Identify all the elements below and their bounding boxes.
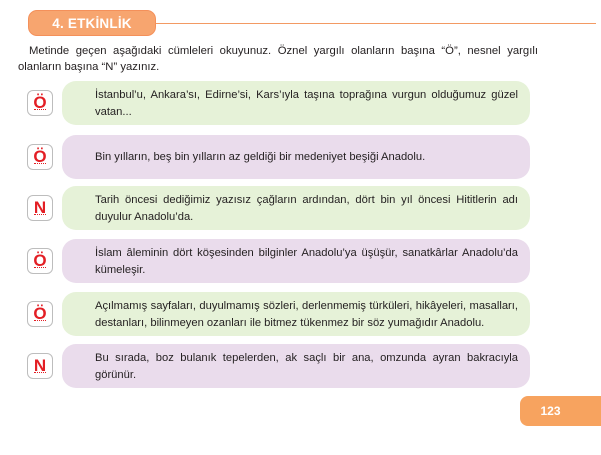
answer-letter: N: [33, 355, 47, 375]
activity-title: 4. ETKİNLİK: [52, 15, 132, 31]
answer-dotted-line: [34, 109, 46, 110]
sentence-item-5: [27, 292, 530, 336]
answer-box[interactable]: [27, 144, 53, 170]
sentence-item-1: [27, 81, 530, 125]
activity-header: [28, 10, 596, 38]
answer-box[interactable]: [27, 248, 53, 274]
sentence-text: Bin yılların, beş bin yılların az geldiği bir medeniyet beşiği Anadolu.: [95, 151, 426, 163]
activity-title-pill: [28, 10, 156, 36]
header-rule: [148, 23, 596, 24]
answer-box[interactable]: [27, 90, 53, 116]
answer-letter: Ö: [33, 92, 47, 112]
answer-letter: Ö: [33, 146, 47, 166]
answer-box[interactable]: [27, 195, 53, 221]
sentence-text: İslam âleminin dört köşesinden bilginler Anadolu’ya üşüşür, sanatkârlar Anadolu’da kümeleşir.: [95, 246, 518, 276]
sentence-item-6: [27, 344, 530, 388]
answer-box[interactable]: [27, 301, 53, 327]
answer-letter: N: [33, 197, 47, 217]
answer-dotted-line: [34, 267, 46, 268]
sentence-item-3: [27, 186, 530, 230]
sentence-bubble: [62, 81, 530, 125]
answer-box[interactable]: [27, 353, 53, 379]
answer-letter: Ö: [33, 303, 47, 323]
answer-letter: Ö: [33, 250, 47, 270]
page-number-badge: [520, 396, 601, 426]
sentence-item-2: [27, 135, 530, 179]
answer-dotted-line: [34, 372, 46, 373]
sentence-bubble: [62, 239, 530, 283]
sentence-text: Açılmamış sayfaları, duyulmamış sözleri, derlenmemiş türküleri, hikâyeleri, masalları, destanları, bilinmeyen ozanları ile bitmez tükenmez bir söz yumağıdır Anadolu.: [95, 299, 518, 329]
sentence-bubble: [62, 186, 530, 230]
answer-dotted-line: [34, 214, 46, 215]
sentence-bubble: [62, 135, 530, 179]
sentence-text: İstanbul’u, Ankara’sı, Edirne’si, Kars’ıyla taşına toprağına vurgun olduğumuz güzel vatan...: [95, 88, 518, 118]
sentence-bubble: [62, 344, 530, 388]
sentence-text: Bu sırada, boz bulanık tepelerden, ak saçlı bir ana, omzunda ayran bakracıyla görünür.: [95, 351, 518, 381]
page-number: 123: [540, 404, 561, 418]
instruction-text: Metinde geçen aşağıdaki cümleleri okuyunuz. Öznel yargılı olanların başına “Ö”, nesnel yargılı olanların başına “N” yazınız.: [18, 45, 538, 73]
sentence-item-4: [27, 239, 530, 283]
answer-dotted-line: [34, 163, 46, 164]
answer-dotted-line: [34, 320, 46, 321]
sentence-bubble: [62, 292, 530, 336]
sentence-text: Tarih öncesi dediğimiz yazısız çağların ardından, dört bin yıl öncesi Hititlerin adı duyulur Anadolu’da.: [95, 193, 518, 223]
